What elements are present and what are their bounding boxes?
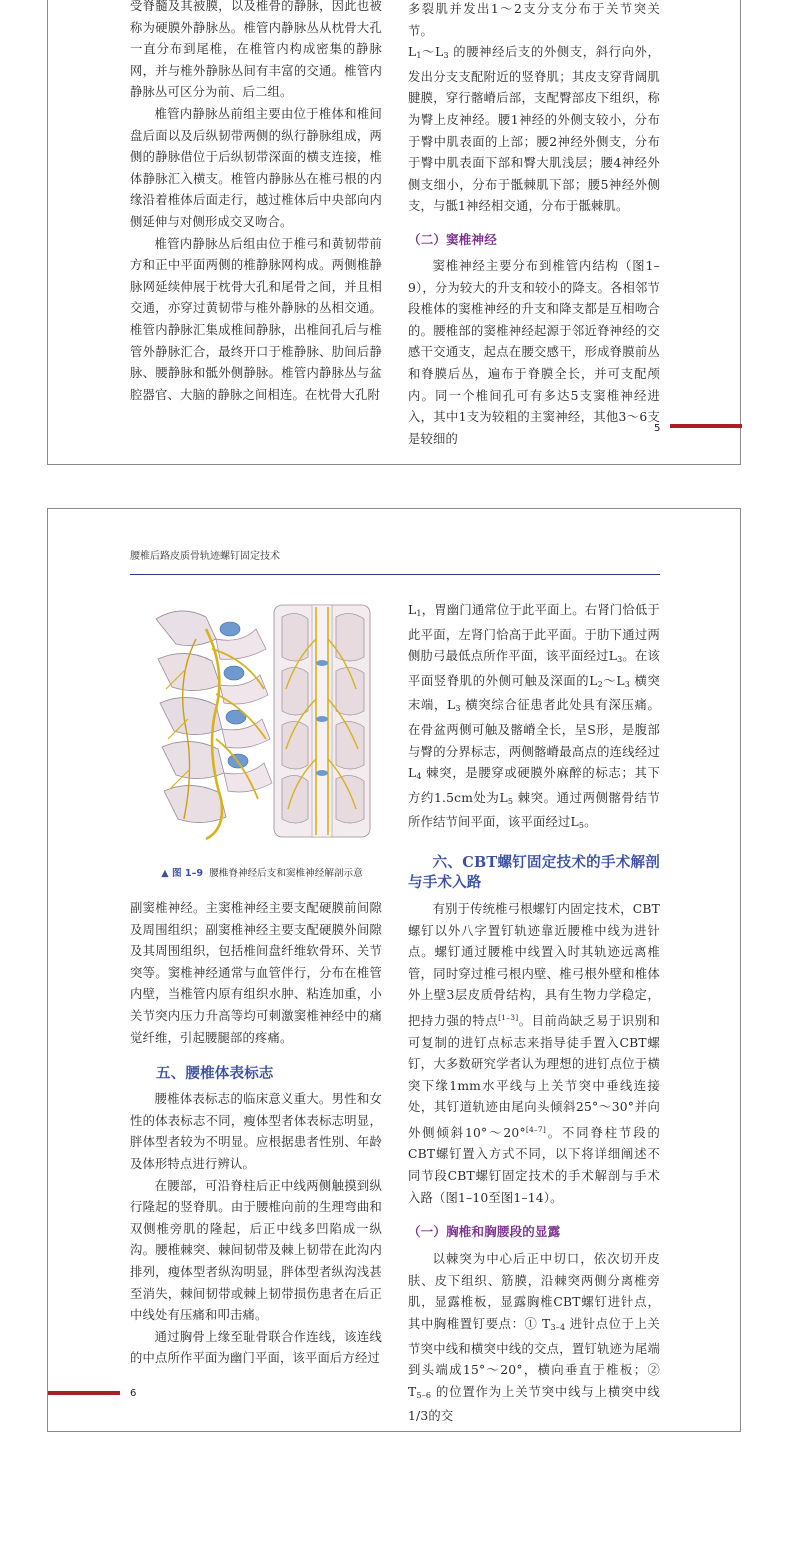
paragraph: $L_1\sim L_3$ 的腰神经后支的外侧支，斜行向外，发出分支支配附近的竖脊肌；其皮支穿背阔肌腱膜，穿行髂嵴后部，支配臀部皮下组织，称为臀上皮神经。腰1神经的外侧支较小，分布于臀中肌表面的上部；腰2神经外侧支，分布于臀中肌表面下部和臀大肌浅层；腰4神经外侧支细小，分布于骶棘肌下部；腰5神经外侧支，与骶1神经相交通，分布于骶棘肌。 bbox=[408, 45, 660, 214]
section-heading: 六、CBT螺钉固定技术的手术解剖与手术入路 bbox=[408, 853, 660, 891]
paragraph: 以棘突为中心后正中切口，依次切开皮肤、皮下组织、筋膜，沿棘突两侧分离椎旁肌，显露椎板，显露胸椎CBT螺钉进针点，其中胸椎置钉要点：① $T_{3-4}$ 进针点位于上关节突中线和横突中线的交点，置钉轨迹为尾端到头端成15°～20°，横向垂直于椎板；② $T_{5-6}$ 的位置作为上关节突中线与上横突中线1/3的交 bbox=[408, 1252, 661, 1424]
header-rule bbox=[130, 574, 660, 575]
paragraph: 有别于传统椎弓根螺钉内固定技术，CBT螺钉以外八字置钉轨迹靠近腰椎中线为进针点。螺钉通过腰椎中线置入时其轨迹远离椎管，同时穿过椎弓根内壁、椎弓根外壁和椎体外上壁3层皮质骨结构，具有生物力学稳定，把持力强的特点[1–3]。目前尚缺乏易于识别和可复制的进钉点标志来指导徒手置入CBT螺钉，大多数研究学者认为理想的进钉点位于横突下缘1mm水平线与上关节突中垂线连接处，其钉道轨迹由尾向头倾斜25°～30°并向外侧倾斜10°～20°[4–7]。不同脊柱节段的CBT螺钉置入方式不同，以下将详细阐述不同节段CBT螺钉固定技术的手术解剖与手术入路（图1–10至图1–14）。 bbox=[408, 901, 661, 1205]
anatomy-figure bbox=[146, 599, 378, 845]
paragraph: 窦椎神经主要分布到椎管内结构（图1–9），分为较大的升支和较小的降支。各相邻节段椎体的窦椎神经的升支和降支都是互相吻合的。腰椎部的窦椎神经起源于邻近脊神经的交感干交通支，起点在腰交感干，形成脊膜前丛和脊膜后丛，遍布于脊膜全长，并可支配颅内。同一个椎间孔可有多达5支窦椎神经进入，其中1支为较粗的主窦神经，其他3～6支是较细的 bbox=[408, 258, 660, 446]
page-number: 6 bbox=[130, 1388, 137, 1399]
paragraph: 腰椎体表标志的临床意义重大。男性和女性的体表标志不同，瘦体型者体表标志明显，胖体型者较为不明显。应根据患者性别、年龄及体形特点进行辨认。 bbox=[130, 1092, 382, 1171]
paragraph: $L_1$，胃幽门通常位于此平面上。右肾门恰低于此平面，左肾门恰高于此平面。于肋下通过两侧肋弓最低点所作平面，该平面经过$L_3$。在该平面竖脊肌的外侧可触及深面的$L_2\sim L_3$ 横突末端，$L_3$ 横突综合征患者此处具有深压痛。在骨盆两侧可触及髂嵴全长，呈S形，是腹部与臀的分界标志，两侧髂嵴最高点的连线经过$L_4$ 棘突，是腰穿或硬膜外麻醉的标志；其下方约1.5cm处为$L_5$ 棘突。通过两侧髂骨结节所作结节间平面，该平面经过$L_5$。 bbox=[408, 603, 660, 831]
page-accent-bar bbox=[48, 1391, 120, 1395]
running-head: 腰椎后路皮质骨轨迹螺钉固定技术 bbox=[130, 551, 280, 562]
paragraph: 通过胸骨上缘至耻骨联合作连线，该连线的中点所作平面为幽门平面，该平面后方经过 bbox=[130, 1329, 382, 1366]
posterior-canal-view bbox=[274, 605, 370, 837]
paragraph: 副窦椎神经。主窦椎神经主要支配硬膜前间隙及周围组织；副窦椎神经主要支配硬膜外间隙及其周围组织，包括椎间盘纤维软骨环、关节突等。窦椎神经通常与血管伴行，分布在椎管内壁，当椎管内原有组织水肿、粘连加重，小关节突内压力升高等均可刺激窦椎神经中的痛觉纤维，引起腰腿部的疼痛。 bbox=[130, 901, 382, 1045]
lateral-spine-view bbox=[156, 611, 272, 839]
paragraph: 多裂肌并发出1～2支分支分布于关节突关节。 bbox=[408, 2, 660, 38]
figure-caption bbox=[146, 865, 378, 879]
section-heading: 五、腰椎体表标志 bbox=[156, 1065, 274, 1083]
paragraph: 椎管内静脉丛前组主要由位于椎体和椎间盘后面以及后纵韧带两侧的纵行静脉组成，两侧的静脉借位于后纵韧带深面的横支连接，椎体静脉汇入横支。椎管内静脉丛在椎弓根的内缘沿着椎体后面走行，越过椎体后中央部向内侧延伸与对侧形成交叉吻合。 bbox=[130, 106, 382, 229]
paragraph: 受脊髓及其被膜，以及椎骨的静脉，因此也被称为硬膜外静脉丛。椎管内静脉丛从枕骨大孔一直分布到尾椎，在椎管内构成密集的静脉网，并与椎外静脉丛间有丰富的交通。椎管内静脉丛可区分为前、后二组。 bbox=[130, 0, 382, 100]
page6-right-column bbox=[408, 600, 660, 1428]
book-page-5 bbox=[47, 0, 741, 465]
paragraph: 在腰部，可沿脊柱后正中线两侧触摸到纵行隆起的竖脊肌。由于腰椎向前的生理弯曲和双侧椎旁肌的隆起，后正中线多凹陷成一纵沟。腰椎棘突、棘间韧带及棘上韧带在此沟内排列，瘦体型者纵沟明显，胖体型者纵沟浅甚至消失，棘间韧带或棘上韧带损伤患者在后正中线处有压痛和叩击痛。 bbox=[130, 1178, 382, 1323]
figure-caption-text: 腰椎脊神经后支和窦椎神经解剖示意 bbox=[209, 868, 363, 879]
subsection-heading: （一）胸椎和胸腰段的显露 bbox=[408, 1224, 561, 1240]
page-accent-bar bbox=[670, 424, 742, 428]
page-number: 5 bbox=[654, 423, 661, 434]
figure-label: ▲ 图 1–9 bbox=[161, 868, 204, 879]
page5-left-column bbox=[130, 0, 382, 406]
paragraph: 椎管内静脉丛后组由位于椎弓和黄韧带前方和正中平面两侧的椎静脉网构成。两侧椎静脉网延续伸展于枕骨大孔和尾骨之间，并且相交通，亦穿过黄韧带与椎外静脉的丛相交通。椎管内静脉汇集成椎间静脉，出椎间孔后与椎管外静脉汇合，最终开口于椎静脉、肋间后静脉、腰静脉和骶外侧静脉。椎管内静脉丛与盆腔器官、大脑的静脉之间相连。在枕骨大孔附 bbox=[130, 236, 382, 402]
page5-right-column bbox=[408, 0, 660, 450]
book-page-6 bbox=[47, 508, 741, 1432]
spine-nerve-illustration bbox=[146, 599, 378, 845]
subsection-heading: （二）窦椎神经 bbox=[408, 231, 497, 247]
page6-left-column bbox=[130, 898, 382, 1370]
